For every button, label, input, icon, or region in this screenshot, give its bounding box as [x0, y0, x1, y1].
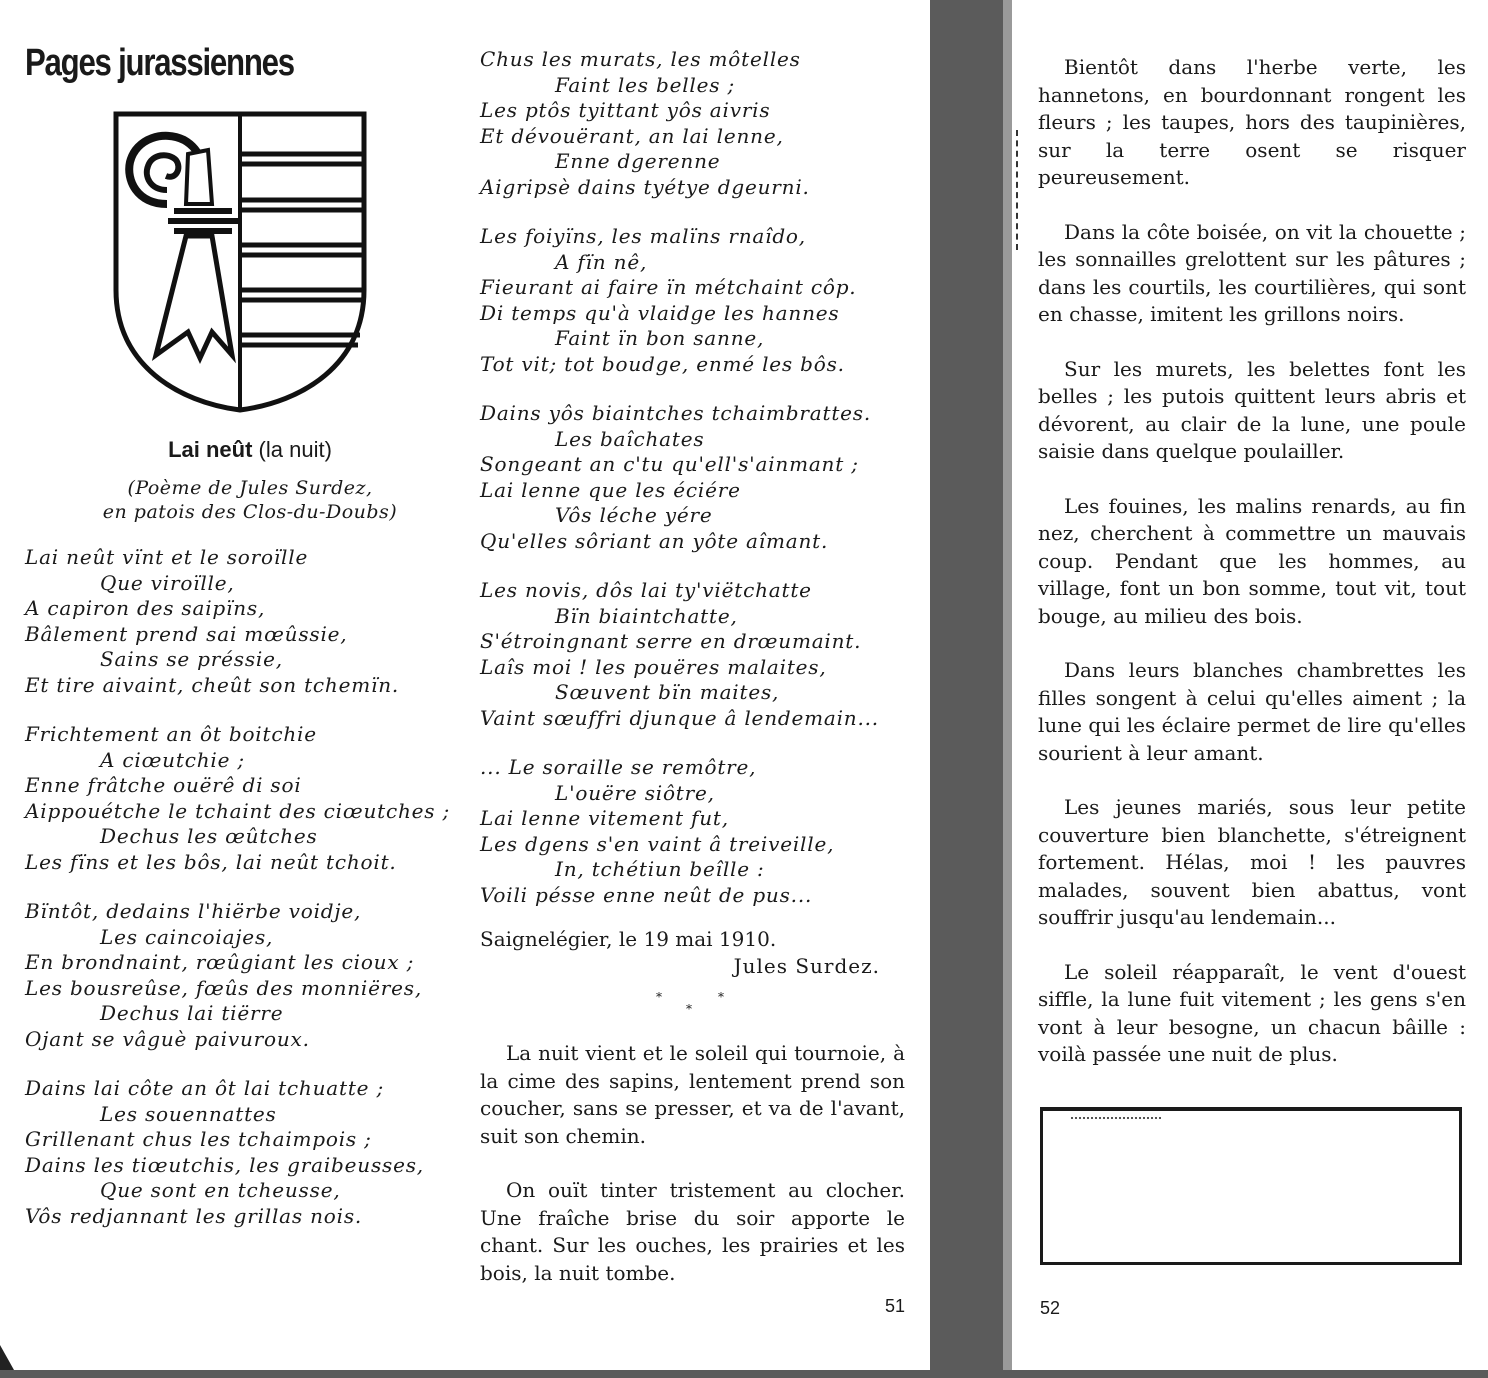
verse-line: Aigripsè dains tyétye dgeurni. [480, 174, 810, 199]
verse-line: Les foiyïns, les malïns rnaîdo, [480, 224, 806, 248]
stanza [480, 578, 920, 731]
poem-subtitle [30, 476, 470, 524]
verse-line: Fieurant ai faire ïn métchaint côp. [480, 275, 857, 299]
verse-line: Et dévouërant, an lai lenne, [480, 123, 784, 148]
verse-line: Sœuvent bïn maites, [555, 680, 780, 704]
poem-signoff [480, 926, 880, 980]
poem-column-left [25, 545, 465, 1253]
verse-line: Bïntôt, dedains l'hiërbe voidje, [25, 899, 362, 923]
author-name: Jules Surdez. [733, 954, 880, 978]
stanza [480, 47, 920, 200]
faded-text-artifact [1071, 1117, 1161, 1123]
subtitle-line: en patois des Clos-du-Doubs) [102, 501, 398, 523]
stanza [480, 755, 920, 908]
prose-paragraph: Sur les murets, les belettes font les belles ; les putois quittent leurs abris et dévorent, au clair de la lune, une poule saisie dans quelque poulailler. [1038, 356, 1466, 463]
verse-line: En brondnaint, rœûgiant les cioux ; [25, 950, 415, 974]
poem-title-main: Lai neût [168, 437, 253, 462]
verse-line: Faint ïn bon sanne, [555, 326, 765, 350]
translation-text-left [480, 1040, 905, 1314]
verse-line: Grillenant chus les tchaimpois ; [25, 1127, 372, 1151]
page-52 [1012, 0, 1488, 1370]
verse-line: Ojant se vâguè paivuroux. [25, 1026, 310, 1051]
scan-bottom-edge [0, 1370, 1488, 1378]
verse-line: Vaint sœuffri djunque â lendemain... [480, 705, 879, 730]
verse-line: Faint les belles ; [555, 72, 735, 97]
verse-line: Les bousreûse, fœûs des monniëres, [25, 975, 422, 1000]
scan-artifact [1016, 130, 1021, 250]
verse-line: Lai neût vïnt et le soroïlle [25, 545, 309, 569]
prose-paragraph: Dans leurs blanches chambrettes les filles songent à celui qu'elles aiment ; la lune qui les éclaire permet de lire qu'elles sourient à leur amant. [1038, 658, 1466, 765]
verse-line: Dechus lai tiërre [100, 1001, 284, 1025]
framed-box [1040, 1107, 1462, 1265]
verse-line: Lai lenne vitement fut, [480, 806, 729, 830]
verse-line: In, tchétiun beîlle : [555, 857, 765, 881]
verse-line: Bïn biaintchatte, [555, 603, 738, 628]
verse-line: Et tire aivaint, cheût son tchemïn. [25, 672, 400, 697]
verse-line: Enne frâtche ouërê di soi [25, 773, 302, 797]
prose-paragraph: La nuit vient et le soleil qui tournoie, à la cime des sapins, lentement prend son coucher, sans se presser, et va de l'avant, suit son chemin. [480, 1041, 905, 1148]
verse-line: Que sont en tcheusse, [100, 1178, 341, 1202]
verse-line: A capiron des saipïns, [25, 596, 266, 620]
asterism-separator [652, 990, 732, 1020]
section-header: Pages jurassiennes [25, 42, 294, 84]
verse-line: Aippouétche le tchaint des ciœutches ; [25, 798, 451, 823]
poem-column-right [480, 47, 920, 932]
page-number: 51 [885, 1296, 906, 1316]
verse-line: L'ouëre siôtre, [555, 780, 715, 805]
prose-paragraph: Dans la côte boisée, on vit la chouette ; les sonnailles grelottent sur les pâtures ; dans les courtils, les courtilières, qui sont en chasse, imitent les grillons noirs. [1038, 219, 1466, 326]
stanza [25, 1076, 465, 1229]
page-edge [1003, 0, 1012, 1378]
page-number: 52 [1040, 1298, 1061, 1318]
place-date: Saignelégier, le 19 mai 1910. [480, 927, 777, 951]
verse-line: Vôs léche yére [555, 503, 713, 527]
verse-line: Les caincoiajes, [100, 924, 274, 949]
verse-line: Bâlement prend sai mœûssie, [25, 621, 348, 646]
prose-paragraph: Les jeunes mariés, sous leur petite couverture bien blanchette, s'étreignent fortement. Hélas, moi ! les pauvres malades, souvent bien abattus, vont souffrir jusqu'au lendemain... [1038, 795, 1466, 929]
verse-line: Di temps qu'à vlaidge les hannes [480, 300, 840, 325]
asterisk: * [718, 990, 724, 1004]
book-gutter [930, 0, 1012, 1378]
scan-corner-mark [0, 1345, 14, 1370]
verse-line: Les fïns et les bôs, lai neût tchoit. [25, 849, 397, 874]
translation-text-right [1038, 54, 1466, 1096]
verse-line: Vôs redjannant les grillas nois. [25, 1203, 363, 1228]
verse-line: Laîs moi ! les pouëres malaites, [480, 654, 827, 679]
verse-line: Dains lai côte an ôt lai tchuatte ; [25, 1076, 385, 1100]
verse-line: Tot vit; tot boudge, enmé les bôs. [480, 351, 845, 376]
verse-line: Les ptôs tyittant yôs aivris [480, 98, 771, 122]
verse-line: Frichtement an ôt boitchie [25, 722, 317, 746]
verse-line: Dechus les œûtches [100, 824, 318, 848]
asterisk: * [656, 990, 662, 1004]
verse-line: Dains les tiœutchis, les graibeusses, [25, 1152, 424, 1177]
prose-paragraph: Le soleil réapparaît, le vent d'ouest siffle, la lune fuit vitement ; les gens s'en vont à leur besogne, un chacun bâille : voilà passée une nuit de plus. [1038, 959, 1466, 1066]
stanza [25, 722, 465, 875]
subtitle-line: (Poème de Jules Surdez, [127, 477, 373, 499]
verse-line: Dains yôs biaintches tchaimbrattes. [480, 401, 872, 425]
verse-line: Enne dgerenne [555, 149, 721, 173]
verse-line: Qu'elles sôriant an yôte aîmant. [480, 528, 829, 553]
verse-line: Les novis, dôs lai ty'viëtchatte [480, 578, 812, 602]
prose-paragraph: Les fouines, les malins renards, au fin nez, cherchent à commettre un mauvais coup. Pendant que les hommes, au village, font un bon somme, tout vit, tout bouge, au milieu des bois. [1038, 493, 1466, 628]
verse-line: Que viroïlle, [100, 570, 235, 595]
prose-paragraph: On ouït tinter tristement au clocher. Une fraîche brise du soir apporte le chant. Sur les ouches, les prairies et les bois, la nuit tombe. [480, 1178, 905, 1285]
stanza [480, 224, 920, 377]
prose-paragraph: Bientôt dans l'herbe verte, les hannetons, en bourdonnant rongent les fleurs ; les taupes, hors des taupinières, sur la terre osent se risquer peureusement. [1038, 55, 1466, 189]
verse-line: Voili pésse enne neût de pus... [480, 882, 813, 907]
stanza [480, 401, 920, 554]
verse-line: A fïn nê, [555, 249, 648, 274]
coat-of-arms-icon [112, 110, 368, 415]
verse-line: S'étroingnant serre en drœumaint. [480, 629, 862, 653]
verse-line: ... Le soraille se remôtre, [480, 755, 757, 779]
verse-line: Les souennattes [100, 1101, 277, 1126]
asterisk: * [686, 1002, 692, 1016]
verse-line: Chus les murats, les môtelles [480, 47, 801, 71]
poem-title [30, 437, 470, 463]
verse-line: Sains se préssie, [100, 647, 283, 671]
verse-line: Lai lenne que les éciére [480, 477, 741, 502]
verse-line: Les dgens s'en vaint â treiveille, [480, 831, 835, 856]
poem-title-translation: (la nuit) [252, 437, 332, 462]
verse-line: Les baîchates [555, 426, 705, 451]
verse-line: Songeant an c'tu qu'ell's'ainmant ; [480, 452, 859, 476]
stanza [25, 545, 465, 698]
verse-line: A ciœutchie ; [100, 747, 245, 772]
stanza [25, 899, 465, 1052]
